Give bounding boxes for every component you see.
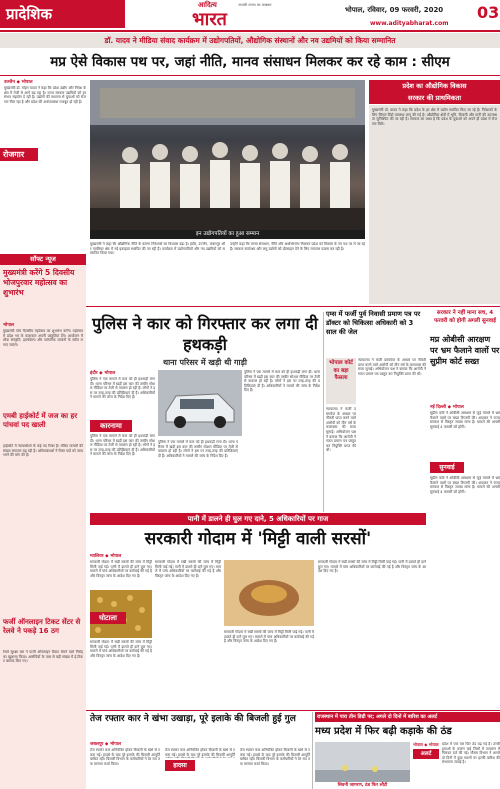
pole-byline: जबलपुर ◆ भोपाल (90, 742, 122, 747)
side-box-title-1: प्रदेश का औद्योगिक विकास (402, 82, 467, 90)
pole-divider (312, 712, 313, 789)
pole-body-1: तेज रफ्तार कार अनियंत्रित होकर बिजली के खंभे से टकरा गई। हादसे के बाद पूरे इलाके की बिजली आपूर्ति बाधित रही। बिजली विभाग के कर्मचारियों ने देर रात तक मरम्मत कार्य किया। (90, 748, 160, 766)
weather-badge: अलर्ट (413, 749, 439, 759)
pole-badge: हादसा (165, 760, 195, 771)
rojgar-tag: रोजगार (0, 148, 38, 161)
godown-byline: ग्वालियर ◆ भोपाल (90, 554, 122, 559)
weather-headline: मध्य प्रदेश में फिर बढ़ी कड़ाके की ठंड (315, 726, 452, 737)
lower-rule (86, 710, 500, 711)
godown-body-2: सरकारी गोदाम में रखी सरसों की जांच में मिट्टी मिली पाई गई। पानी में डालते ही दाने घुल गए। मामले में पांच अधिकारियों पर कार्रवाई की गई है और विस्तृत जांच के आदेश दिए गए हैं। (90, 640, 152, 658)
pole-headline: तेज रफ्तार कार ने खंभा उखाड़ा, पूरे इलाके की बिजली हुई गुल (90, 714, 296, 724)
fog-photo (315, 742, 410, 782)
top-headline: मप्र ऐसे विकास पथ पर, जहां नीति, मानव संसाधन मिलकर कर रहे काम : सीएम (50, 54, 450, 70)
left-headline-1: मुख्यमंत्री करेंगे 5 दिवसीय भोजपुरवार महोत्सव का शुभारंभ (3, 268, 75, 297)
website: www.adityabharat.com (370, 20, 449, 27)
logo-tagline: आपकी जनता का अखबार (238, 3, 272, 7)
top-kicker: डॉ. यादव ने मीडिया संवाद कार्यक्रम में उद्योगपतियों, औद्योगिक संस्थानों और नव उद्यमियों को किया सम्मानित (0, 33, 500, 48)
left-body-2: हाईकोर्ट में न्यायाधीशों के कई पद रिक्त हैं। लंबित मामलों की संख्या लगातार बढ़ रही है। अधिवक्ताओं ने रिक्त पदों को जल्द भरने की मांग की है। (3, 444, 83, 458)
doctor-badge: भोपाल कोर्ट का बड़ा फैसला (326, 358, 356, 404)
godown-kicker: पानी में डालने ही घुल गए दाने, 5 अधिकारियों पर गाज (90, 513, 426, 525)
obc-kicker: सरकार ने नहीं माना सच, 4 फरवरी को होगी अगली सुनवाई (434, 310, 496, 324)
godown-body-1: सरकारी गोदाम में रखी सरसों की जांच में मिट्टी मिली पाई गई। पानी में डालते ही दाने घुल गए। मामले में पांच अधिकारियों पर कार्रवाई की गई है और विस्तृत जांच के आदेश दिए गए हैं। (90, 560, 152, 578)
event-photo-illustration (90, 80, 365, 230)
godown-body-3: सरकारी गोदाम में रखी सरसों की जांच में मिट्टी मिली पाई गई। पानी में डालते ही दाने घुल गए। मामले में पांच अधिकारियों पर कार्रवाई की गई है और विस्तृत जांच के आदेश दिए गए हैं। (155, 560, 221, 578)
police-byline: इंदौर ◆ भोपाल (90, 371, 116, 376)
pole-body-2: तेज रफ्तार कार अनियंत्रित होकर बिजली के खंभे से टकरा गई। हादसे के बाद पूरे इलाके की बिजली आपूर्ति (165, 748, 235, 757)
weather-body: प्रदेश में एक बार फिर ठंड बढ़ गई है। उत्तरी हवाओं के कारण कई जिलों में तापमान में गिरावट दर्ज की गई। मौसम विभाग ने अगले दो दिनों में कुछ स्थानों पर हल्की बारिश की संभावना जताई है। (442, 742, 500, 765)
police-badge: कारनामा (90, 420, 132, 432)
police-body-3: पुलिस ने एक मामले में कार को ही हथकड़ी लगा दी। थाना परिसर में खड़ी इस कार की तस्वीर सोशल मीडिया पर तेजी से वायरल हो रही है। लोगों ने इस पर तरह-तरह की प्रतिक्रियाएं दी हैं। अधिकारियों ने मामले की जांच के निर्देश दिए हैं। (158, 440, 238, 458)
police-body-4: पुलिस ने एक मामले में कार को ही हथकड़ी लगा दी। थाना परिसर में खड़ी इस कार की तस्वीर सोशल मीडिया पर तेजी से वायरल हो रही है। लोगों ने इस पर तरह-तरह की प्रतिक्रियाएं दी हैं। अधिकारियों ने मामले की जांच के निर्देश दिए हैं। (244, 370, 320, 393)
hands-photo (224, 560, 314, 626)
police-body-2: पुलिस ने एक मामले में कार को ही हथकड़ी लगा दी। थाना परिसर में खड़ी इस कार की तस्वीर सोशल मीडिया पर तेजी से वायरल हो रही है। लोगों ने इस पर तरह-तरह की प्रतिक्रियाएं दी हैं। अधिकारियों ने मामले की जांच के निर्देश दिए हैं। (90, 434, 155, 457)
logo-small: आदित्य (198, 1, 217, 9)
godown-body-4: सरकारी गोदाम में रखी सरसों की जांच में मिट्टी मिली पाई गई। पानी में डालते ही दाने घुल गए। मामले में पांच अधिकारियों पर कार्रवाई की गई है और विस्तृत जांच के आदेश दिए गए हैं। (224, 630, 314, 644)
obc-byline: नई दिल्ली ◆ भोपाल (430, 405, 464, 410)
hands-illustration (224, 560, 314, 626)
left-body-3: रेलवे सुरक्षा बल ने फर्जी ऑनलाइन टिकट बेचने वाले गिरोह का खुलासा किया। आरोपियों के पास से बड़ी संख्या में ई-टिकट बरामद किए गए। (3, 650, 83, 664)
fog-illustration (315, 742, 410, 782)
weather-kicker: राजस्थान में पारा तीन डिग्री पर; अगले दो दिनों में बारिश का अलर्ट (315, 712, 500, 722)
top-body-2: मुख्यमंत्री ने कहा कि औद्योगिक नीति के कारण निवेशकों का विश्वास बढ़ा है। इंदौर, उज्जैन, जबलपुर और ग्वालियर क्षेत्र में नई इकाइयां स्थापित की जा रही हैं। कार्यक्रम में उद्योगपतियों और नव उद्यमियों को सम्मानित किया गया। (90, 242, 225, 256)
left-headline-2: एमबी हाईकोर्ट में जज का हर पांचवां पद खाली (3, 412, 78, 429)
car-illustration (158, 370, 242, 436)
pole-body-3: तेज रफ्तार कार अनियंत्रित होकर बिजली के खंभे से टकरा गई। हादसे के बाद पूरे इलाके की बिजली आपूर्ति बाधित रही। बिजली विभाग के कर्मचारियों ने देर रात तक मरम्मत कार्य किया। (240, 748, 310, 766)
top-rule (0, 75, 500, 76)
godown-headline: सरकारी गोदाम में 'मिट्टी वाली सरसों' (144, 529, 372, 549)
left-kicker: सॉफ्ट न्यूज (0, 254, 86, 265)
top-byline: उज्जैन ◆ भोपाल (4, 80, 33, 85)
obc-body-1: सुप्रीम कोर्ट ने ओबीसी आरक्षण से जुड़े मामले में भ्रम फैलाने वालों पर सख्त टिप्पणी की। अदालत ने राज्य सरकार से विस्तृत जवाब मांगा है। मामले की अगली सुनवाई 4 फरवरी को होगी। (430, 411, 500, 429)
left-body-1: मुख्यमंत्री पांच दिवसीय महोत्सव का शुभारंभ करेंगे। महोत्सव में प्रदेश भर के कलाकार अपनी प्रस्तुतियां देंगे। आयोजन में लोक संस्कृति, हस्तशिल्प और पारंपरिक व्यंजनों के स्टॉल लगाए जाएंगे। (3, 329, 83, 347)
page-number: 03 (477, 3, 500, 22)
fog-caption: सिवनी जागरण, ठंड फिर लौटी (337, 783, 388, 788)
top-photo (90, 80, 365, 230)
doctor-kicker: एम्स में फर्जी पुर्व निवासी प्रमाण पत्र पर डॉक्टर को चिकित्सा अधिकारी को 3 साल की जेल (326, 310, 421, 336)
weather-byline: भोपाल ◆ भोपाल (413, 742, 439, 747)
obc-badge: सुनवाई (430, 462, 464, 473)
obc-headline: मप्र ओबीसी आरक्षण पर भ्रम फैलाने वालों पर सुप्रीम कोर्ट सख्त (430, 335, 500, 366)
top-body-3: उन्होंने कहा कि मानव संसाधन, नीति और अधोसंरचना मिलकर प्रदेश को विकास के नए पथ पर ले जा रहे हैं। सरकार स्टार्टअप और लघु उद्योगों को प्रोत्साहन देने के लिए लगातार प्रयास कर रही है। (230, 242, 365, 251)
side-box-head (369, 80, 500, 104)
left-headline-3: फर्जी ऑनलाइन टिकट सेंटर से रेलवे ने पकड़े 16 ठग (3, 618, 81, 635)
top-body-1: मुख्यमंत्री डॉ. मोहन यादव ने कहा कि प्रदेश उद्योग और निवेश के क्षेत्र में तेजी से आगे बढ़ रहा है। राज्य सरकार उद्यमियों को हर संभव सहयोग दे रही है। उद्योगों की स्थापना से युवाओं को रोजगार मिल रहा है और प्रदेश की अर्थव्यवस्था मजबूत हो रही है। (4, 86, 86, 104)
godown-badge: घोटाला (90, 612, 126, 624)
doctor-body-1: न्यायालय ने फर्जी दस्तावेज के आधार पर नौकरी प्राप्त करने वाले आरोपी को तीन वर्ष के कारावास की सजा सुनाई। अभियोजन पक्ष ने बताया कि आरोपी ने गलत प्रमाण पत्र प्रस्तुत कर नियुक्ति प्राप्त की थी। (358, 358, 426, 376)
left-byline: भोपाल (3, 323, 15, 328)
police-subhead: थाना परिसर में खड़ी थी गाड़ी (163, 358, 247, 367)
police-body-1: पुलिस ने एक मामले में कार को ही हथकड़ी लगा दी। थाना परिसर में खड़ी इस कार की तस्वीर सोशल मीडिया पर तेजी से वायरल हो रही है। लोगों ने इस पर तरह-तरह की प्रतिक्रियाएं दी हैं। अधिकारियों ने मामले की जांच के निर्देश दिए हैं। (90, 377, 155, 400)
photo-caption: इन उद्योगपतियों का हुआ सम्मान (90, 230, 365, 239)
section-tag: प्रादेशिक (0, 0, 125, 28)
side-box-body: मुख्यमंत्री डॉ. यादव ने कहा कि प्रदेश के हर क्षेत्र में उद्योग स्थापित किए जा रहे हैं। निवेशकों के लिए सिंगल विंडो व्यवस्था लागू की गई है। औद्योगिक क्षेत्रों में भूमि, बिजली और पानी की उपलब्धता सुनिश्चित की जा रही है। सरकार का लक्ष्य है कि प्रदेश के युवाओं को अपने ही प्रदेश में रोजगार मिले। (369, 105, 500, 304)
godown-body-5: सरकारी गोदाम में रखी सरसों की जांच में मिट्टी मिली पाई गई। पानी में डालते ही दाने घुल गए। मामले में पांच अधिकारियों पर कार्रवाई की गई है और विस्तृत जांच के आदेश दिए गए हैं। (318, 560, 426, 574)
dateline: भोपाल, रविवार, 09 फरवरी, 2020 (345, 6, 444, 14)
car-photo (158, 370, 242, 436)
police-headline: पुलिस ने कार को गिरफ्तार कर लगा दी हथकड़ी (92, 314, 318, 354)
side-box-title-2: सरकार की प्राथमिकता (407, 94, 462, 102)
doctor-body-2: न्यायालय ने फर्जी दस्तावेज के आधार पर नौकरी प्राप्त करने वाले आरोपी को तीन वर्ष के कारावास की सजा सुनाई। अभियोजन पक्ष ने बताया कि आरोपी ने गलत प्रमाण पत्र प्रस्तुत कर नियुक्ति प्राप्त की थी। (326, 407, 356, 453)
obc-body-2: सुप्रीम कोर्ट ने ओबीसी आरक्षण से जुड़े मामले में भ्रम फैलाने वालों पर सख्त टिप्पणी की। अदालत ने राज्य सरकार से विस्तृत जवाब मांगा है। मामले की अगली सुनवाई 4 फरवरी को होगी। (430, 476, 500, 494)
masthead-logo (190, 1, 310, 29)
header-rule (0, 30, 500, 32)
logo-big: भारत (192, 9, 227, 30)
col-divider (323, 312, 324, 512)
